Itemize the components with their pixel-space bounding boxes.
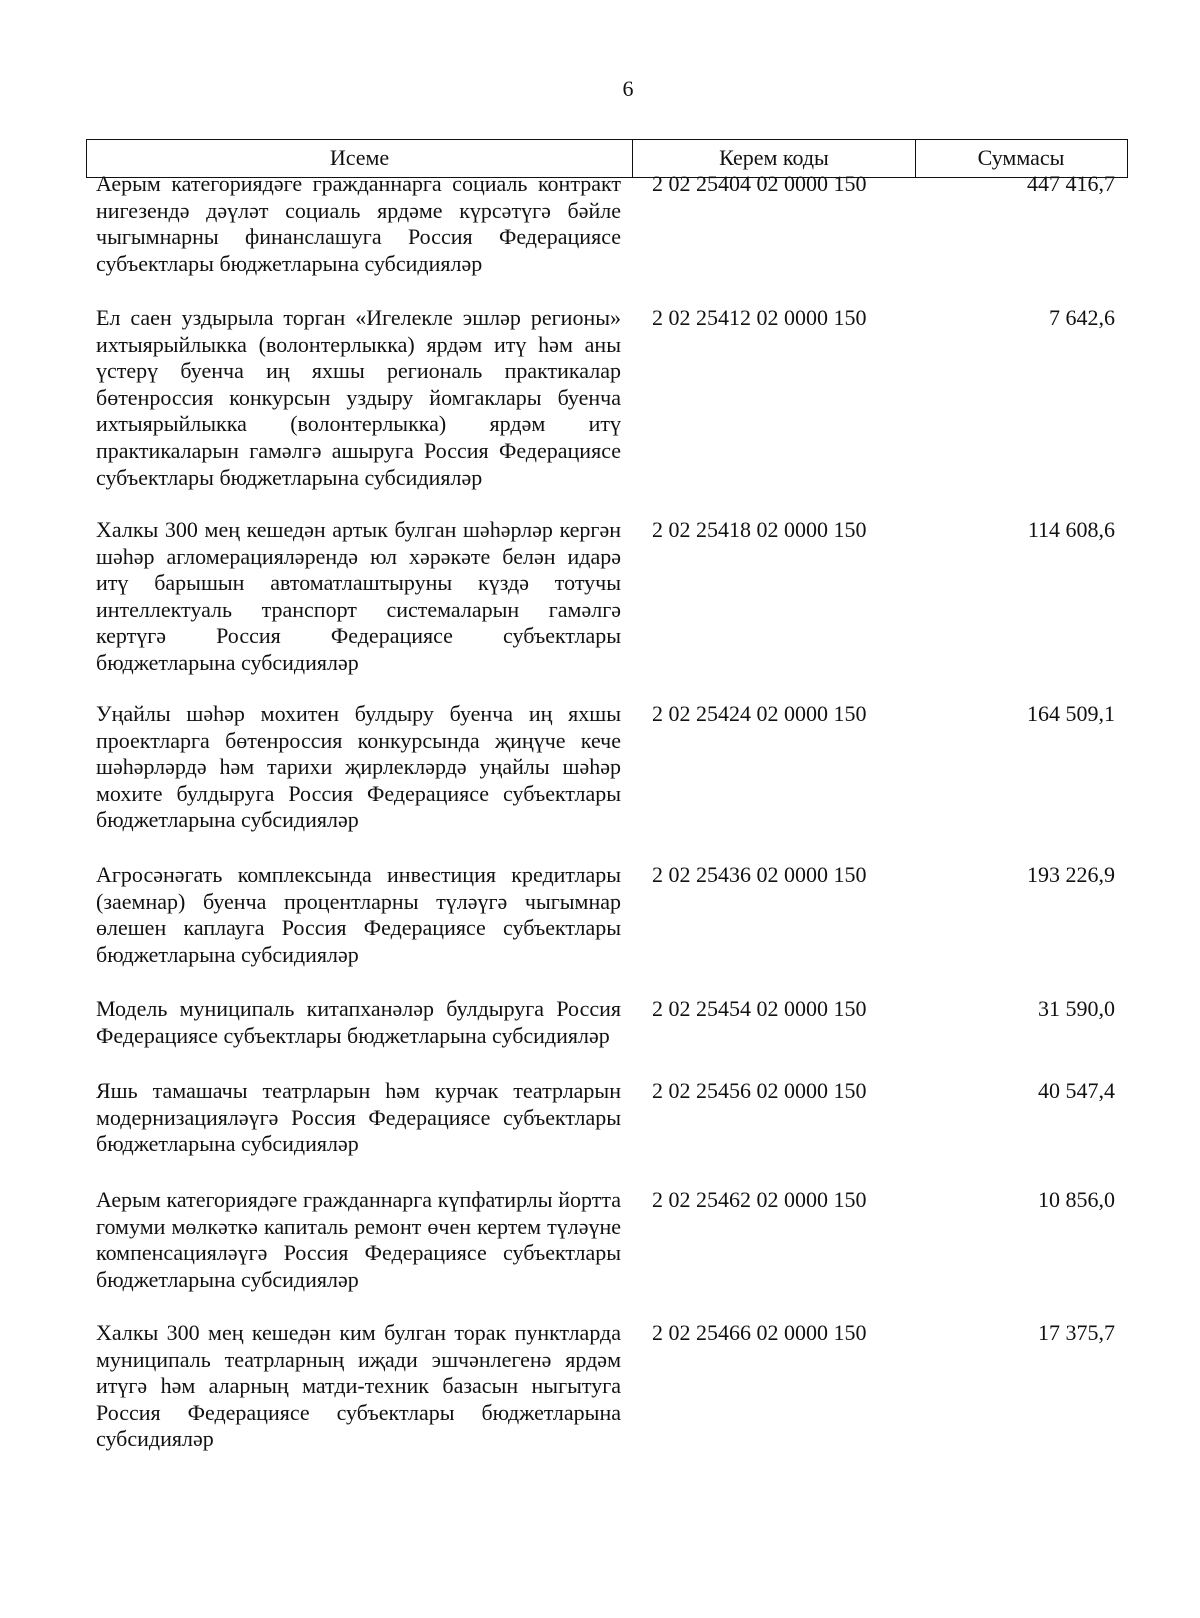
row-name: Ел саен уздырыла торган «Игелекле эшләр регионы» ихтыярыйлыкка (волонтерлыкка) ярдәм итү һәм аны үстерү буенча иң яхшы региональ практикалар бөтенроссия конкурсын уздыру йомгаклары буенча ихтыярыйлыкка (волонтерлыкка) ярдәм итү практикаларын гамәлгә ашыруга Россия Федерациясе субъектлары бюджетларына субсидияләр (96, 305, 621, 490)
row-name: Аерым категориядәге гражданнарга социаль контракт нигезендә дәүләт социаль ярдәме күрсәтүгә бәйле чыгымнарны финанслашуга Россия Федерациясе субъектлары бюджетларына субсидияләр (96, 171, 621, 276)
row-code: 2 02 25412 02 0000 150 (652, 305, 867, 330)
row-sum: 31 590,0 (1038, 996, 1115, 1021)
row-code: 2 02 25424 02 0000 150 (652, 701, 867, 726)
row-sum: 40 547,4 (1038, 1078, 1115, 1103)
row-sum: 17 375,7 (1038, 1320, 1115, 1345)
row-code: 2 02 25404 02 0000 150 (652, 171, 867, 196)
column-header-code: Керем коды (633, 140, 916, 177)
row-sum: 164 509,1 (1027, 701, 1115, 726)
column-header-name: Исеме (87, 140, 633, 177)
row-sum: 114 608,6 (1027, 517, 1115, 542)
column-header-sum: Суммасы (977, 145, 1065, 170)
row-name: Агросәнәгать комплексында инвестиция кредитлары (заемнар) буенча процентларны түләүгә чыгымнар өлешен каплауга Россия Федерациясе субъектлары бюджетларына субсидияләр (96, 862, 621, 967)
row-sum: 7 642,6 (1049, 305, 1115, 330)
row-sum: 447 416,7 (1027, 171, 1115, 196)
row-code: 2 02 25462 02 0000 150 (652, 1187, 867, 1212)
row-sum: 10 856,0 (1038, 1187, 1115, 1212)
page-number: 6 (622, 76, 634, 101)
row-code: 2 02 25456 02 0000 150 (652, 1078, 867, 1103)
row-name: Халкы 300 мең кешедән артык булган шәһәрләр кергән шәһәр агломерацияләрендә юл хәрәкәте белән идарә итү барышын автоматлаштыруны күздә тотучы интеллектуаль транспорт системаларын гамәлгә кертүгә Россия Федерациясе субъектлары бюджетларына субсидияләр (96, 517, 621, 675)
row-code: 2 02 25436 02 0000 150 (652, 862, 867, 887)
row-name: Яшь тамашачы театрларын һәм курчак театрларын модернизацияләүгә Россия Федерациясе субъектлары бюджетларына субсидияләр (96, 1078, 621, 1157)
row-name: Уңайлы шәһәр мохитен булдыру буенча иң яхшы проектларга бөтенроссия конкурсында җиңүче кече шәһәрләрдә һәм тарихи җирлекләрдә уңайлы шәһәр мохите булдыруга Россия Федерациясе субъектлары бюджетларына субсидияләр (96, 701, 621, 833)
row-name: Халкы 300 мең кешедән ким булган торак пунктларда муниципаль театрларның иҗади эшчәнлегенә ярдәм итүгә һәм аларның матди-техник базасын ныгытуга Россия Федерациясе субъектлары бюджетларына субсидияләр (96, 1320, 621, 1452)
row-code: 2 02 25418 02 0000 150 (652, 517, 867, 542)
row-name: Модель муниципаль китапханәләр булдыруга Россия Федерациясе субъектлары бюджетларына субсидияләр (96, 996, 621, 1048)
row-code: 2 02 25454 02 0000 150 (652, 996, 867, 1021)
row-sum: 193 226,9 (1027, 862, 1115, 887)
row-code: 2 02 25466 02 0000 150 (652, 1320, 867, 1345)
row-name: Аерым категориядәге гражданнарга күпфатирлы йортта гомуми мөлкәткә капиталь ремонт өчен кертем түләүне компенсацияләүгә Россия Федерациясе субъектлары бюджетларына субсидияләр (96, 1187, 621, 1292)
